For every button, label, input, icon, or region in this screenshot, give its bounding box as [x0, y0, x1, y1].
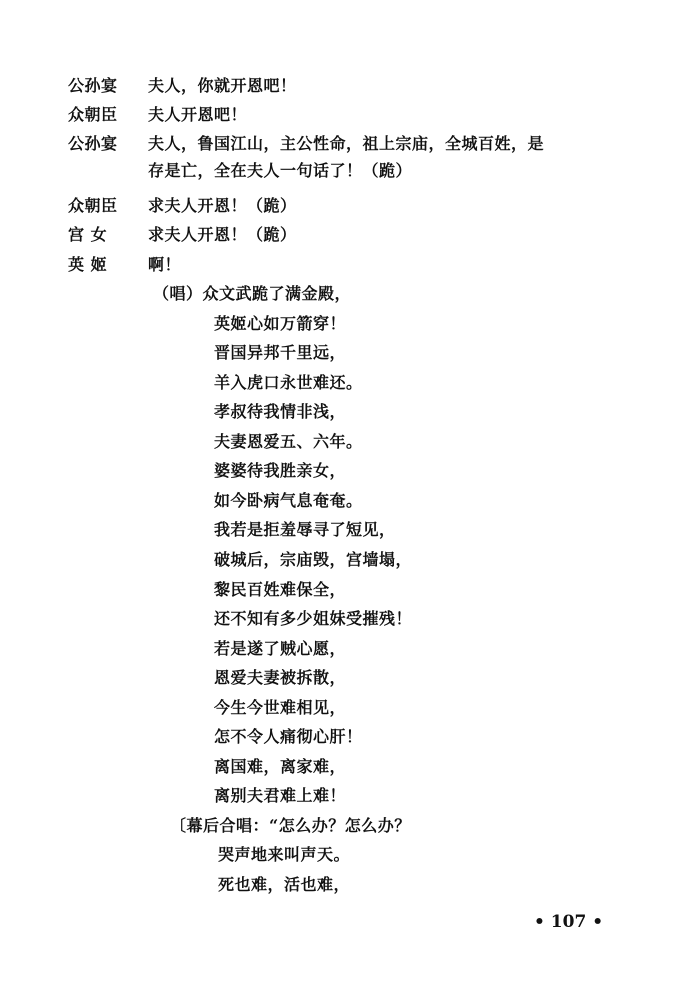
speech-text: 夫人开恩吧！ — [148, 105, 248, 124]
speaker-name: 众朝臣 — [68, 105, 118, 124]
song-line: 死也难，活也难， — [218, 875, 351, 894]
speaker-name: 宫 女 — [68, 225, 108, 244]
song-line: 离国难，离家难， — [214, 757, 347, 776]
song-line: 羊入虎口永世难还。 — [214, 373, 363, 392]
speech-text: 求夫人开恩！（跪） — [148, 196, 297, 215]
song-line: 哭声地来叫声天。 — [218, 845, 351, 864]
song-line: 如今卧病气息奄奄。 — [214, 491, 363, 510]
song-line: 还不知有多少姐妹受摧残！ — [214, 609, 413, 628]
speaker-name: 公孙宴 — [68, 76, 118, 95]
song-line: 破城后，宗庙毁，宫墙塌， — [214, 550, 413, 569]
song-line: 婆婆待我胜亲女， — [214, 461, 347, 480]
speech-text: 存是亡，全在夫人一句话了！（跪） — [148, 161, 413, 180]
offstage-chorus-line: 〔幕后合唱：“怎么办？怎么办？ — [170, 816, 411, 835]
speech-text: 夫人，鲁国江山，主公性命，祖上宗庙，全城百姓，是 — [148, 134, 545, 153]
song-line: 恩爱夫妻被拆散， — [214, 668, 347, 687]
song-line: 孝叔待我情非浅， — [214, 402, 347, 421]
song-line: 怎不令人痛彻心肝！ — [214, 727, 363, 746]
song-line: 我若是拒羞辱寻了短见， — [214, 520, 396, 539]
song-line: 今生今世难相见， — [214, 698, 347, 717]
song-line-sing-marker: （唱）众文武跪了满金殿， — [153, 284, 352, 303]
song-line: 离别夫君难上难！ — [214, 786, 347, 805]
speaker-name: 众朝臣 — [68, 196, 118, 215]
speech-text: 啊！ — [148, 255, 182, 274]
song-line: 若是遂了贼心愿， — [214, 639, 347, 658]
song-line: 晋国异邦千里远， — [214, 343, 347, 362]
song-line: 黎民百姓难保全， — [214, 580, 347, 599]
song-line: 英姬心如万箭穿！ — [214, 314, 347, 333]
speaker-name: 英 姬 — [68, 255, 108, 274]
page-number: • 107 • — [534, 912, 604, 932]
song-line: 夫妻恩爱五、六年。 — [214, 432, 363, 451]
speech-text: 求夫人开恩！（跪） — [148, 225, 297, 244]
speech-text: 夫人，你就开恩吧！ — [148, 76, 297, 95]
speaker-name: 公孙宴 — [68, 134, 118, 153]
